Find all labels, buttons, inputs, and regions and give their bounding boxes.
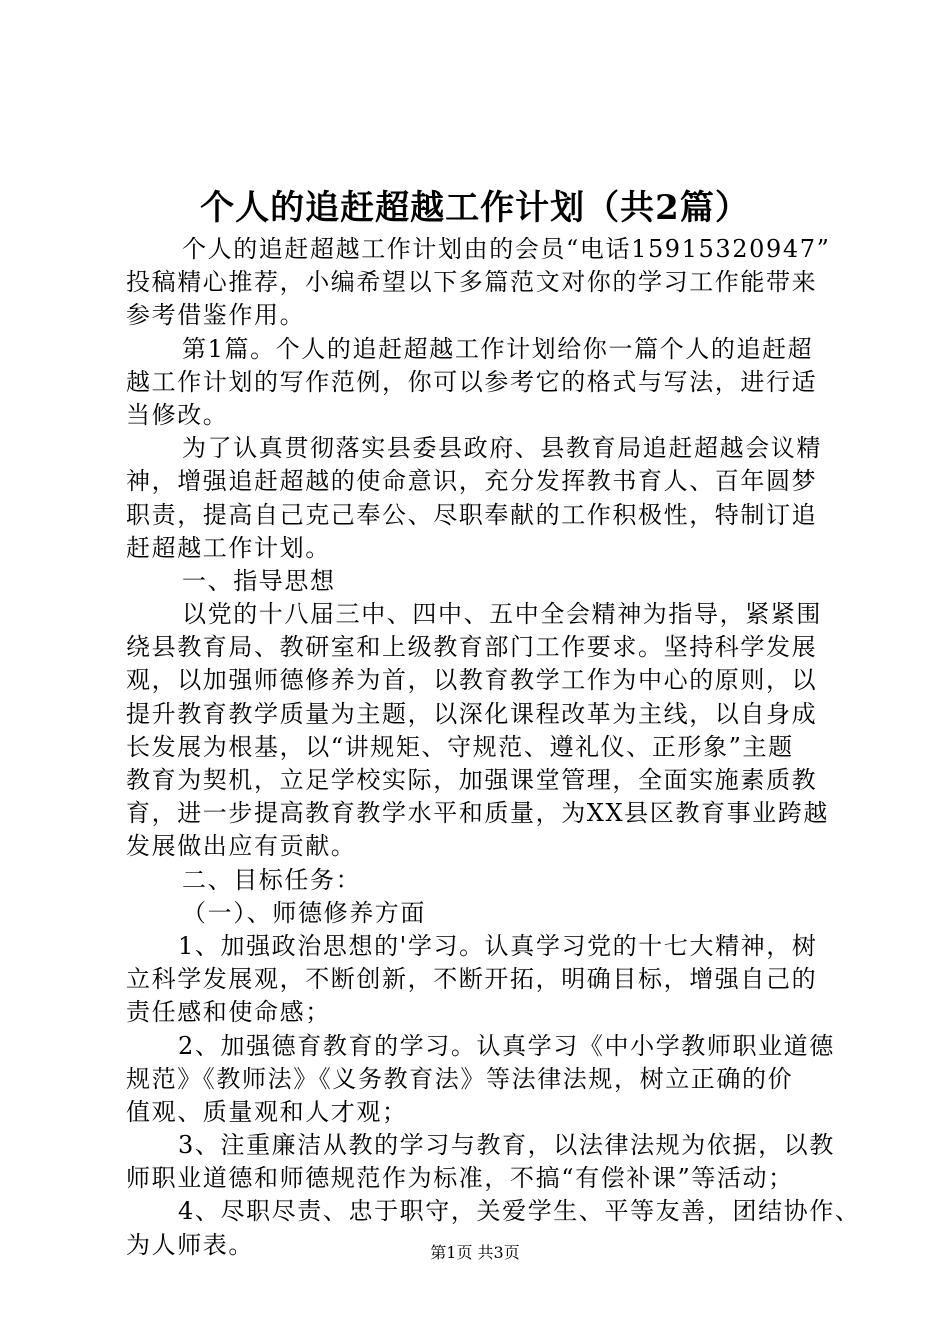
list-item-line: 值观、质量观和人才观； (126, 1097, 408, 1126)
section-heading: 二、目标任务： (182, 865, 362, 894)
paragraph-line: 提升教育教学质量为主题，以深化课程改革为主线，以自身成 (126, 699, 818, 728)
list-item-line: 规范》《教师法》《义务教育法》等法律法规，树立正确的价 (126, 1064, 794, 1093)
list-item-line: 立科学发展观，不断创新，不断开拓，明确目标，增强自己的 (126, 965, 818, 994)
page-footer: 第1页 共3页 (430, 1243, 520, 1262)
paragraph-line: 发展做出应有贡献。 (126, 832, 357, 861)
paragraph-line: 第1篇。个人的追赶超越工作计划给你一篇个人的追赶超 (182, 334, 814, 363)
document-title: 个人的追赶超越工作计划（共2篇） (200, 188, 750, 228)
paragraph-line: 当修改。 (126, 400, 229, 429)
list-item-line: 3、注重廉洁从教的学习与教育，以法律法规为依据，以教 (178, 1131, 835, 1160)
list-item-line: 4、尽职尽责、忠于职守，关爱学生、平等友善，团结协作、 (178, 1197, 861, 1226)
list-item-line: 责任感和使命感； (126, 998, 331, 1027)
paragraph-line: 神，增强追赶超越的使命意识，充分发挥教书育人、百年圆梦 (126, 467, 818, 496)
paragraph-line: 以党的十八届三中、四中、五中全会精神为指导，紧紧围 (182, 600, 822, 629)
paragraph-line: 投稿精心推荐，小编希望以下多篇范文对你的学习工作能带来 (126, 268, 818, 297)
paragraph-line: 职责，提高自己克己奉公、尽职奉献的工作积极性，特制订追 (126, 500, 818, 529)
paragraph-line: 长发展为根基，以“讲规矩、守规范、遵礼仪、正形象”主题 (126, 732, 794, 761)
paragraph-line: 赶超越工作计划。 (126, 533, 331, 562)
subsection-heading: （一）、师德修养方面 (182, 898, 426, 927)
paragraph-line: 越工作计划的写作范例，你可以参考它的格式与写法，进行适 (126, 367, 818, 396)
paragraph-line: 个人的追赶超越工作计划由的会员“电话15915320947” (182, 235, 831, 263)
paragraph-line: 绕县教育局、教研室和上级教育部门工作要求。坚持科学发展 (126, 633, 818, 662)
list-item-line: 师职业道德和师德规范作为标准，不搞“有偿补课”等活动； (126, 1164, 794, 1193)
list-item-line: 为人师表。 (126, 1230, 254, 1259)
paragraph-line: 教育为契机，立足学校实际，加强课堂管理，全面实施素质教 (126, 766, 818, 794)
list-item-line: 1、加强政治思想的'学习。认真学习党的十七大精神，树 (178, 931, 818, 960)
paragraph-line: 育，进一步提高教育教学水平和质量，为XX县区教育事业跨越 (126, 799, 829, 828)
paragraph-line: 观，以加强师德修养为首，以教育教学工作为中心的原则，以 (126, 666, 818, 695)
paragraph-line: 为了认真贯彻落实县委县政府、县教育局追赶超越会议精 (182, 434, 822, 463)
paragraph-line: 参考借鉴作用。 (126, 301, 306, 330)
list-item-line: 2、加强德育教育的学习。认真学习《中小学教师职业道德 (178, 1031, 835, 1060)
document-body (126, 233, 861, 1262)
section-heading: 一、指导思想 (182, 566, 336, 595)
